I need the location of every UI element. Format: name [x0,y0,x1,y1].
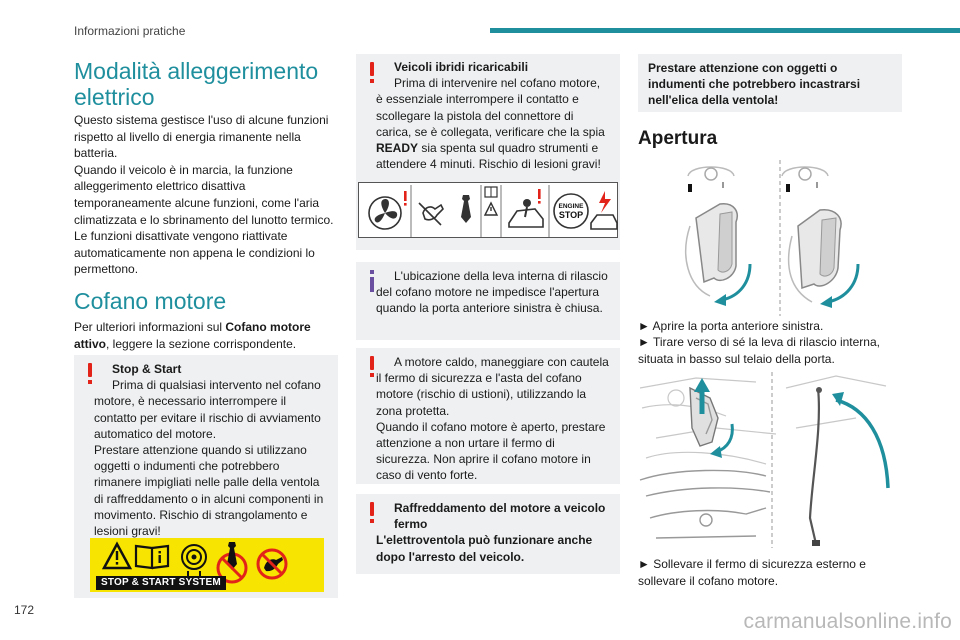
open-hood-person-icon [509,189,543,227]
warning-hot-engine-text [376,354,610,484]
warning-hybrid-ready: READY [376,141,419,156]
warning-hybrid-line1: Prima di intervenire nel cofano motore, [394,76,601,91]
page-number: 172 [14,603,35,617]
heading-hood: Cofano motore [74,288,227,314]
heading-apertura: Apertura [638,128,718,149]
fan-icon [369,191,407,229]
engine-stop-label-1: ENGINE [558,203,584,210]
warning-box-stop-start [74,355,338,598]
hood-paragraph [74,319,340,352]
manual-book-icon [136,546,168,568]
warning-triangle-icon [104,544,130,568]
hood-paragraph-pre: Per ulteriori informazioni sul [74,320,226,334]
warning-hybrid-text [376,59,610,172]
warning-cooling-line1: Raffreddamento del motore a veicolo [394,501,606,515]
lever-right [789,210,841,302]
warning-stop-start-line2: motore, è necessario interrompere il contatto per evitare il rischio di avviamento automatico del motore. [94,394,321,441]
tie-icon [461,195,471,223]
hybrid-warning-sticker-icons [359,183,619,239]
illustration-safety-catch [636,368,900,552]
header-accent-bar [490,28,960,33]
step-3: ► Sollevare il fermo di sicurezza esterno e sollevare il cofano motore. [638,557,866,588]
warning-cooling-line2: fermo [394,517,428,532]
warning-cooling-text [376,500,610,565]
warning-hot-engine-line1: A motore caldo, maneggiare con cautela [394,355,609,369]
step-1: ► Aprire la porta anteriore sinistra. [638,319,824,333]
electric-paragraph-1: Questo sistema gestisce l'uso di alcune funzioni rispetto al livello di energia rimanente nella batteria. [74,113,329,161]
warning-stop-start-line1: Prima di qualsiasi intervento nel cofano [112,378,321,393]
lever-left [686,204,737,296]
hand-caught-icon [419,203,443,225]
warning-stop-start-title: Stop & Start [112,362,182,376]
step-2: ► Tirare verso di sé la leva di rilascio interna, situata in basso sul telaio della porta. [638,335,880,366]
running-header: Informazioni pratiche [74,24,186,38]
stop-start-sticker [90,538,324,592]
warning-stop-start-line3: Prestare attenzione quando si utilizzano oggetti o indumenti che potrebbero rimanere impigliati nelle palle della ventola di raffreddamento o in alcuni componenti in movimento. Rischio di strangolamento e lesioni gravi! [94,443,324,539]
warning-box-cooling [356,494,620,574]
info-release-lever-line2: del cofano motore ne impedisce l'apertura quando la porta anteriore sinistra è chiusa. [376,285,603,316]
watermark: carmanualsonline.info [743,610,952,633]
warning-hybrid-line2-post: sia spenta sul quadro strumenti e attendere 4 minuti. Rischio di lesioni gravi! [376,141,601,172]
release-lever-drawing [680,156,880,316]
no-hand-icon [258,550,286,578]
warning-hybrid-title: Veicoli ibridi ricaricabili [394,60,529,74]
hybrid-warning-sticker [358,182,618,238]
warning-hybrid-line2 [376,91,610,172]
warning-exclamation-icon [368,62,376,84]
stop-start-system-label: STOP & START SYSTEM [96,576,226,590]
warning-box-objects [638,54,902,112]
warning-hot-engine-line2: il fermo di sicurezza e l'asta del cofano motore (rischio di ustioni), utilizzando la zona protetta. [376,371,587,418]
engine-stop-icon [554,194,588,228]
warning-exclamation-icon [368,356,376,378]
hood-paragraph-post: , leggere la sezione corrispondente. [106,336,297,351]
warning-exclamation-icon [86,363,94,385]
engine-stop-label-2: STOP [558,210,584,220]
safety-catch-drawing [636,368,900,552]
warning-exclamation-icon [368,502,376,524]
info-box-release-lever [356,262,620,340]
electric-paragraph-2: Quando il veicolo è in marcia, la funzione alleggerimento elettrico disattiva temporaneamente alcune funzioni, come l'aria climatizzata e lo sbrinamento del lunotto termico. [74,162,334,227]
warning-hybrid-line2-pre: è essenziale interrompere il contatto e scollegare la pistola del connettore di carica, se è collegata, verificare che la spia [376,92,605,139]
warning-box-hot-engine [356,348,620,484]
info-release-lever-text [376,268,610,317]
warning-cooling-line3: L'elettroventola può funzionare anche dopo l'arresto del veicolo. [376,533,593,564]
illustration-release-lever [680,156,880,316]
warning-hot-engine-line3: Quando il cofano motore è aperto, prestare attenzione a non urtare il fermo di sicurezza. Non aprire il cofano motore in caso di vento forte. [376,419,606,483]
manual-warning-icon [485,187,497,215]
hood-paragraph-bold: Cofano motore attivo [74,320,311,351]
info-icon [368,270,376,292]
electric-paragraph-3: Le funzioni disattivate vengono riattivate automaticamente non appena le condizioni lo permettono. [74,229,315,277]
info-release-lever-line1: L'ubicazione della leva interna di rilascio [394,269,608,283]
warning-stop-start-text [94,361,328,539]
warning-objects-text: Prestare attenzione con oggetti o indumenti che potrebbero incastrarsi nell'elica della ventola! [648,61,861,108]
warning-box-hybrid [356,54,620,250]
car-charging-bolt-icon [591,191,617,229]
steering-wheel-icon-left [688,167,734,192]
electric-paragraph-block [74,112,340,278]
heading-electric-load-shedding: Modalità alleggerimento elettrico [74,58,319,110]
steering-wheel-icon-right [782,167,828,192]
